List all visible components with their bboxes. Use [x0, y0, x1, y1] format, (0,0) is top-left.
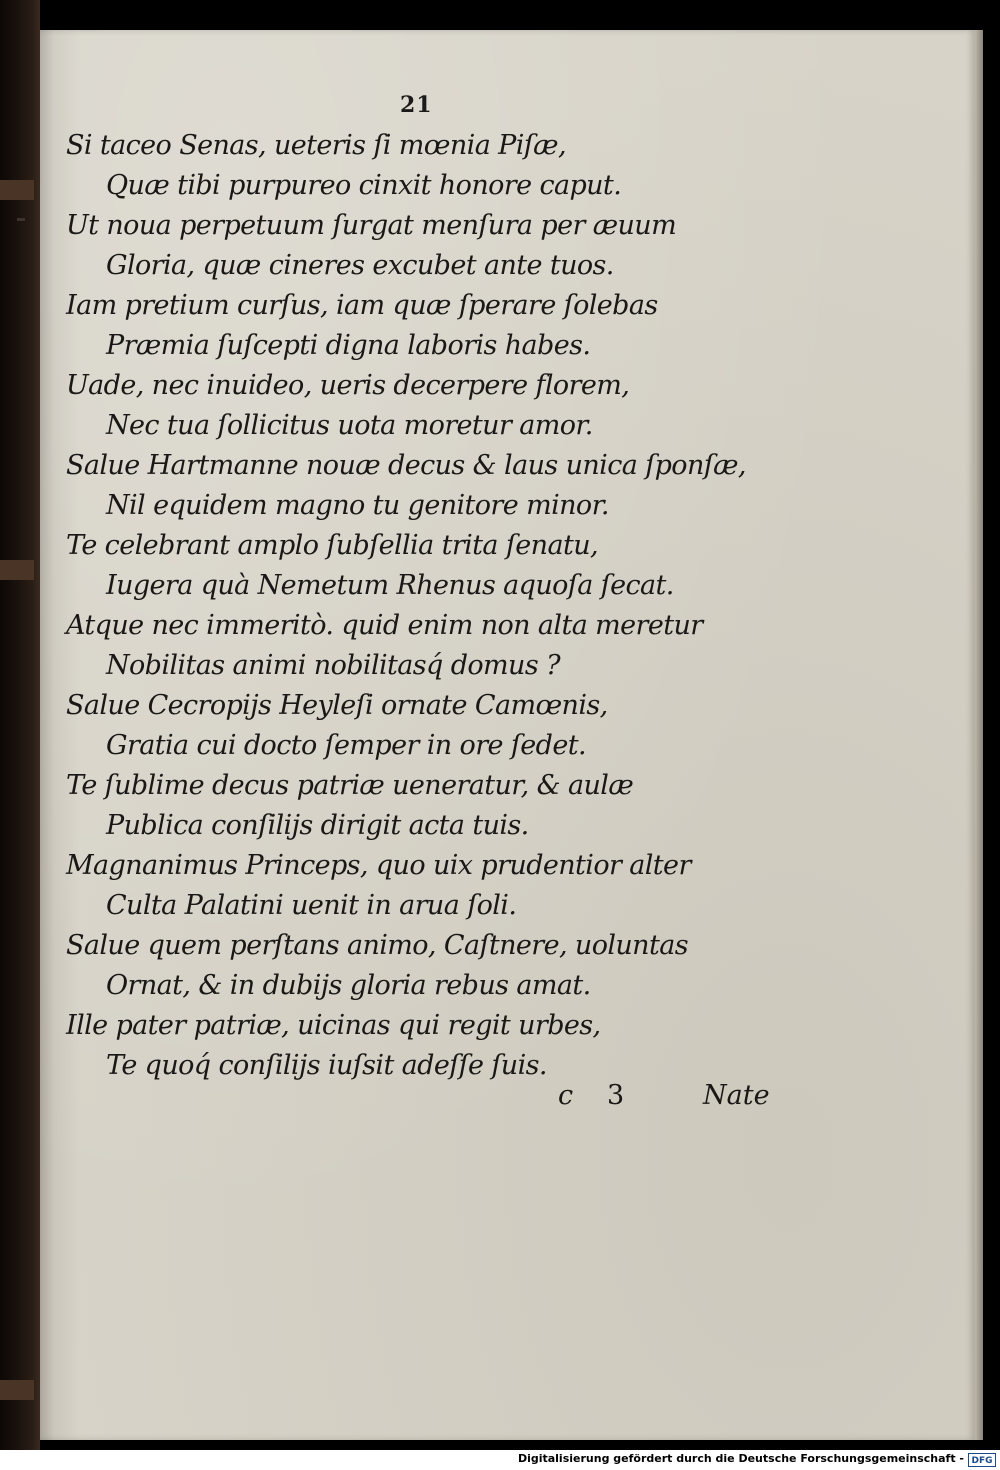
verse-line: Quæ tibi purpureo cinxit honore caput. [106, 170, 622, 201]
verse-line: Gloria, quæ cineres excubet ante tuos. [106, 250, 614, 281]
verse-line: Magnanimus Princeps, quo uix prudentior alter [66, 850, 691, 881]
verse-line: Nil equidem magno tu genitore minor. [106, 490, 609, 521]
verse-line: Salue Cecropijs Heyleſi ornate Camœnis, [66, 690, 608, 721]
verse-line: Te ſublime decus patriæ ueneratur, & aulæ [66, 770, 634, 801]
verse-line: Uade, nec inuideo, ueris decerpere florem, [66, 370, 630, 401]
dfg-logo: DFG [968, 1453, 996, 1467]
verse-line: Te celebrant amplo ſubſellia trita ſenatu, [66, 530, 598, 561]
verse-line: Præmia ſuſcepti digna laboris habes. [106, 330, 591, 361]
verse-line: Nec tua ſollicitus uota moretur amor. [106, 410, 593, 441]
verse-line: Nobilitas animi nobilitasq́ domus ? [106, 650, 560, 681]
poem-text [66, 126, 746, 1086]
credit-text: Digitalisierung gefördert durch die Deutsche Forschungsgemeinschaft - [517, 1452, 964, 1465]
verse-line: Si taceo Senas, ueteris ſi mœnia Piſæ, [66, 130, 566, 161]
verse-line: Salue Hartmanne nouæ decus & laus unica ſponſæ, [66, 450, 746, 481]
verse-line: Culta Palatini uenit in arua ſoli. [106, 890, 517, 921]
verse-line: Te quoq́ conſilijs iuſsit adeſſe ſuis. [106, 1050, 547, 1081]
page-edge [975, 30, 983, 1440]
verse-line: Salue quem perſtans animo, Caſtnere, uoluntas [66, 930, 688, 961]
verse-line: Iugera quà Nemetum Rhenus aquoſa ſecat. [106, 570, 674, 601]
catchword: Nate [703, 1080, 770, 1111]
binding-band [0, 560, 34, 580]
margin-mark [17, 218, 25, 221]
binding-band [0, 180, 34, 200]
verse-line: Publica conſilijs dirigit acta tuis. [106, 810, 529, 841]
verse-line: Ut noua perpetuum ſurgat menſura per æuum [66, 210, 677, 241]
signature-letter: c [558, 1080, 574, 1111]
verse-line: Ille pater patriæ, uicinas qui regit urbes, [66, 1010, 601, 1041]
verse-line: Iam pretium curſus, iam quæ ſperare ſolebas [66, 290, 658, 321]
verse-line: Ornat, & in dubijs gloria rebus amat. [106, 970, 591, 1001]
signature-number: 3 [607, 1080, 625, 1111]
credit-bar [0, 1450, 1000, 1470]
verse-line: Gratia cui docto ſemper in ore ſedet. [106, 730, 586, 761]
verse-line: Atque nec immeritò. quid enim non alta meretur [66, 610, 703, 641]
page-number: 21 [400, 92, 433, 118]
binding-band [0, 1380, 34, 1400]
